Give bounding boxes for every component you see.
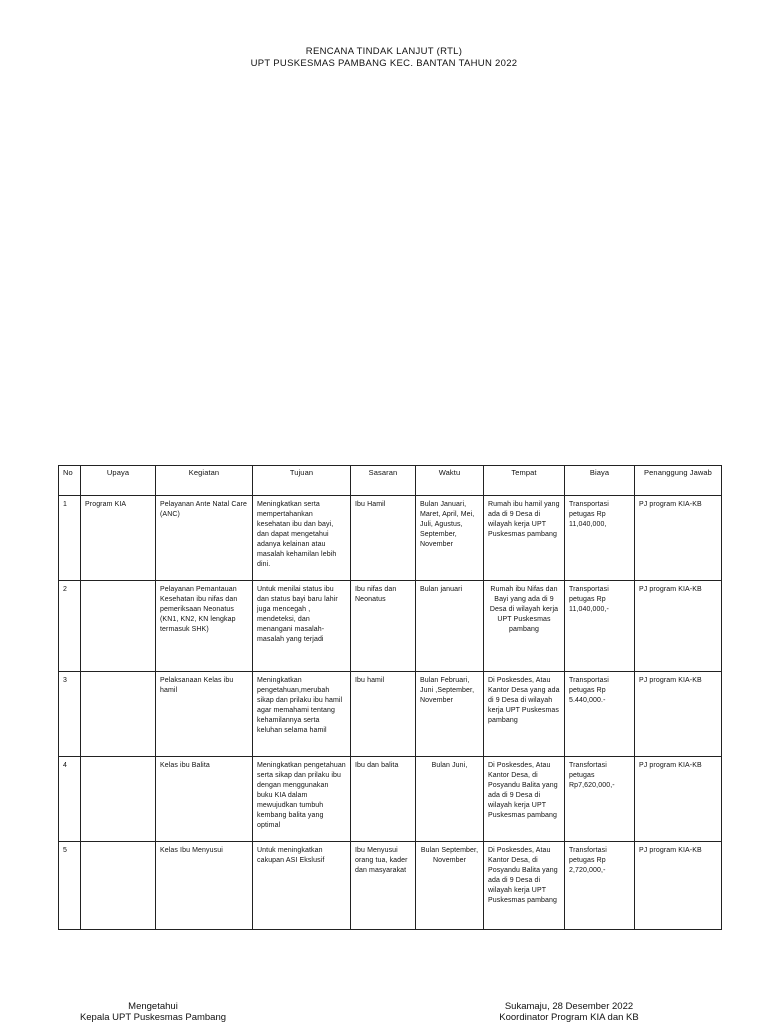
cell-upaya bbox=[81, 757, 156, 842]
rtl-table bbox=[58, 465, 722, 930]
column-header-sasaran: Sasaran bbox=[351, 466, 416, 496]
cell-tempat: Di Poskesdes, Atau Kantor Desa yang ada di 9 Desa di wilayah kerja UPT Puskesmas pambang bbox=[484, 672, 565, 757]
table-row bbox=[59, 581, 722, 672]
cell-sasaran: Ibu hamil bbox=[351, 672, 416, 757]
cell-penanggung-jawab: PJ program KIA-KB bbox=[635, 757, 722, 842]
cell-biaya: Transfortasi petugas Rp7,620,000,- bbox=[565, 757, 635, 842]
cell-tujuan: Meningkatkan pengetahuan serta sikap dan prilaku ibu dengan menggunakan buku KIA dalam mewujudkan tumbuh kembang balita yang optimal bbox=[253, 757, 351, 842]
cell-no: 2 bbox=[59, 581, 81, 672]
cell-waktu: Bulan Juni, bbox=[416, 757, 484, 842]
cell-tujuan: Meningkatkan pengetahuan,merubah sikap dan prilaku ibu hamil agar memahami tentang kehamilannya serta keluhan selama hamil bbox=[253, 672, 351, 757]
cell-tujuan: Untuk menilai status ibu dan status bayi baru lahir juga mencegah , mendeteksi, dan menangani masalah-masalah yang terjadi bbox=[253, 581, 351, 672]
cell-upaya bbox=[81, 842, 156, 930]
signature-block-left bbox=[78, 1001, 228, 1023]
cell-kegiatan: Kelas Ibu Menyusui bbox=[156, 842, 253, 930]
cell-upaya bbox=[81, 581, 156, 672]
column-header-biaya: Biaya bbox=[565, 466, 635, 496]
cell-sasaran: Ibu nifas dan Neonatus bbox=[351, 581, 416, 672]
cell-tempat: Di Poskesdes, Atau Kantor Desa, di Posyandu Balita yang ada di 9 Desa di wilayah kerja UPT Puskesmas pambang bbox=[484, 842, 565, 930]
cell-sasaran: Ibu dan balita bbox=[351, 757, 416, 842]
cell-sasaran: Ibu Hamil bbox=[351, 496, 416, 581]
table-row bbox=[59, 672, 722, 757]
cell-waktu: Bulan januari bbox=[416, 581, 484, 672]
cell-biaya: Transfortasi petugas Rp 2,720,000,- bbox=[565, 842, 635, 930]
cell-kegiatan: Pelayanan Pemantauan Kesehatan ibu nifas dan pemeriksaan Neonatus (KN1, KN2, KN lengkap termasuk SHK) bbox=[156, 581, 253, 672]
cell-penanggung-jawab: PJ program KIA-KB bbox=[635, 842, 722, 930]
column-header-tempat: Tempat bbox=[484, 466, 565, 496]
cell-no: 3 bbox=[59, 672, 81, 757]
column-header-tujuan: Tujuan bbox=[253, 466, 351, 496]
title-line-2: UPT PUSKESMAS PAMBANG KEC. BANTAN TAHUN 2022 bbox=[250, 58, 518, 69]
cell-kegiatan: Kelas ibu Balita bbox=[156, 757, 253, 842]
signature-left-line-1: Mengetahui bbox=[128, 1001, 178, 1012]
cell-biaya: Transportasi petugas Rp 11,040,000, bbox=[565, 496, 635, 581]
column-header-no: No bbox=[59, 466, 81, 496]
cell-waktu: Bulan Februari, Juni ,September, November bbox=[416, 672, 484, 757]
table-row bbox=[59, 757, 722, 842]
cell-penanggung-jawab: PJ program KIA-KB bbox=[635, 496, 722, 581]
cell-no: 4 bbox=[59, 757, 81, 842]
signature-right-line-2: Koordinator Program KIA dan KB bbox=[499, 1012, 639, 1023]
table-row bbox=[59, 842, 722, 930]
column-header-penanggung-jawab: Penanggung Jawab bbox=[635, 466, 722, 496]
title-line-1: RENCANA TINDAK LANJUT (RTL) bbox=[305, 46, 463, 57]
cell-no: 5 bbox=[59, 842, 81, 930]
cell-penanggung-jawab: PJ program KIA-KB bbox=[635, 672, 722, 757]
cell-no: 1 bbox=[59, 496, 81, 581]
column-header-waktu: Waktu bbox=[416, 466, 484, 496]
cell-biaya: Transportasi petugas Rp 11,040,000,- bbox=[565, 581, 635, 672]
cell-sasaran: Ibu Menyusui orang tua, kader dan masyarakat bbox=[351, 842, 416, 930]
table-header-row bbox=[59, 466, 722, 496]
cell-waktu: Bulan September, November bbox=[416, 842, 484, 930]
signature-block-right bbox=[490, 1001, 648, 1023]
cell-kegiatan: Pelaksanaan Kelas ibu hamil bbox=[156, 672, 253, 757]
signature-left-line-2: Kepala UPT Puskesmas Pambang bbox=[79, 1012, 227, 1023]
cell-tempat: Rumah ibu hamil yang ada di 9 Desa di wilayah kerja UPT Puskesmas pambang bbox=[484, 496, 565, 581]
cell-upaya: Program KIA bbox=[81, 496, 156, 581]
cell-tujuan: Untuk meningkatkan cakupan ASI Ekslusif bbox=[253, 842, 351, 930]
document-title bbox=[0, 46, 768, 70]
cell-tempat: Rumah ibu Nifas dan Bayi yang ada di 9 Desa di wilayah kerja UPT Puskesmas pambang bbox=[484, 581, 565, 672]
column-header-kegiatan: Kegiatan bbox=[156, 466, 253, 496]
cell-upaya bbox=[81, 672, 156, 757]
cell-tempat: Di Poskesdes, Atau Kantor Desa, di Posyandu Balita yang ada di 9 Desa di wilayah kerja UPT Puskesmas pambang bbox=[484, 757, 565, 842]
table-row bbox=[59, 496, 722, 581]
cell-waktu: Bulan Januari, Maret, April, Mei, Juli, Agustus, September, November bbox=[416, 496, 484, 581]
cell-biaya: Transportasi petugas Rp 5.440,000.- bbox=[565, 672, 635, 757]
cell-kegiatan: Pelayanan Ante Natal Care (ANC) bbox=[156, 496, 253, 581]
cell-tujuan: Meningkatkan serta mempertahankan kesehatan ibu dan bayi, dan dapat mengetahui adanya kelainan atau masalah kehamilan lebih dini. bbox=[253, 496, 351, 581]
cell-penanggung-jawab: PJ program KIA-KB bbox=[635, 581, 722, 672]
column-header-upaya: Upaya bbox=[81, 466, 156, 496]
signature-right-line-1: Sukamaju, 28 Desember 2022 bbox=[504, 1001, 634, 1012]
